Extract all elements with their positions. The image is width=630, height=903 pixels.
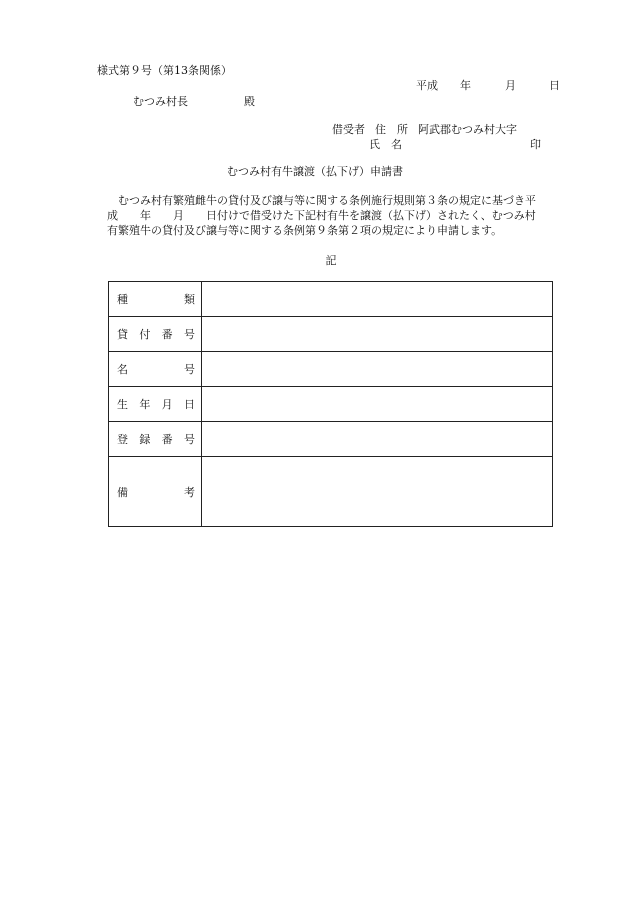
borrower-address-line bbox=[332, 123, 517, 137]
date-month: 月 bbox=[505, 79, 516, 92]
row-label-char: 登 bbox=[117, 433, 128, 446]
row-label-char: 号 bbox=[183, 433, 195, 446]
row-value-field[interactable] bbox=[202, 422, 553, 457]
date-day: 日 bbox=[549, 79, 560, 92]
body-line: 有繁殖牛の貸付及び譲与等に関する条例第９条第２項の規定により申請します。 bbox=[107, 224, 503, 237]
row-value-field[interactable] bbox=[202, 352, 553, 387]
row-value-field[interactable] bbox=[202, 282, 553, 317]
ki-heading: 記 bbox=[325, 254, 337, 267]
row-label-char: 号 bbox=[184, 363, 195, 376]
document-title: むつみ村有牛譲渡（払下げ）申請書 bbox=[227, 165, 403, 178]
row-label bbox=[109, 326, 201, 342]
name-label: 氏 名 bbox=[369, 138, 402, 151]
table-row bbox=[109, 457, 553, 527]
body-line: 成 年 月 日付けで借受けた下記村有牛を譲渡（払下げ）されたく、むつみ村 bbox=[107, 209, 536, 222]
row-label-char: 名 bbox=[117, 363, 128, 376]
row-label-char: 付 bbox=[139, 328, 151, 341]
body-line: むつみ村有繁殖雌牛の貸付及び譲与等に関する条例施行規則第３条の規定に基づき平 bbox=[118, 194, 536, 207]
table-row bbox=[109, 422, 553, 457]
addressee-honorific: 殿 bbox=[244, 95, 255, 108]
seal-mark: 印 bbox=[530, 138, 541, 151]
row-label-char: 貸 bbox=[117, 328, 128, 341]
row-label-cell bbox=[109, 387, 202, 422]
row-label-cell bbox=[109, 352, 202, 387]
row-label-cell bbox=[109, 317, 202, 352]
table-row bbox=[109, 282, 553, 317]
row-label-char: 類 bbox=[184, 293, 195, 306]
table-row bbox=[109, 317, 553, 352]
row-label bbox=[109, 291, 201, 307]
row-value-field[interactable] bbox=[202, 317, 553, 352]
row-value-field[interactable] bbox=[202, 457, 553, 527]
row-label bbox=[109, 484, 201, 500]
address-label: 住 所 bbox=[375, 123, 408, 136]
row-value-field[interactable] bbox=[202, 387, 553, 422]
row-label-char: 番 bbox=[161, 328, 173, 341]
row-label-char: 録 bbox=[139, 433, 151, 446]
row-label-char: 種 bbox=[117, 293, 128, 306]
details-table bbox=[108, 281, 553, 527]
date-era: 平成 bbox=[416, 79, 438, 92]
application-body bbox=[107, 193, 549, 238]
row-label bbox=[109, 431, 201, 447]
row-label-cell bbox=[109, 457, 202, 527]
borrower-name-line bbox=[369, 138, 544, 152]
row-label bbox=[109, 396, 201, 412]
row-label-char: 生 bbox=[117, 398, 128, 411]
row-label-char: 月 bbox=[161, 398, 173, 411]
row-label bbox=[109, 361, 201, 377]
row-label-char: 号 bbox=[183, 328, 195, 341]
addressee-name: むつみ村長 bbox=[133, 95, 188, 108]
form-number: 様式第９号（第13条関係） bbox=[97, 64, 232, 77]
addressee bbox=[133, 95, 255, 109]
row-label-char: 備 bbox=[117, 485, 128, 499]
table-row bbox=[109, 387, 553, 422]
row-label-cell bbox=[109, 422, 202, 457]
date-year: 年 bbox=[460, 79, 471, 92]
table-row bbox=[109, 352, 553, 387]
row-label-char: 考 bbox=[184, 485, 195, 499]
row-label-char: 番 bbox=[161, 433, 173, 446]
borrower-role: 借受者 bbox=[332, 123, 365, 136]
row-label-char: 年 bbox=[139, 398, 151, 411]
row-label-char: 日 bbox=[183, 398, 195, 411]
row-label-cell bbox=[109, 282, 202, 317]
address-value: 阿武郡むつみ村大字 bbox=[418, 123, 517, 136]
date-line bbox=[416, 79, 560, 93]
